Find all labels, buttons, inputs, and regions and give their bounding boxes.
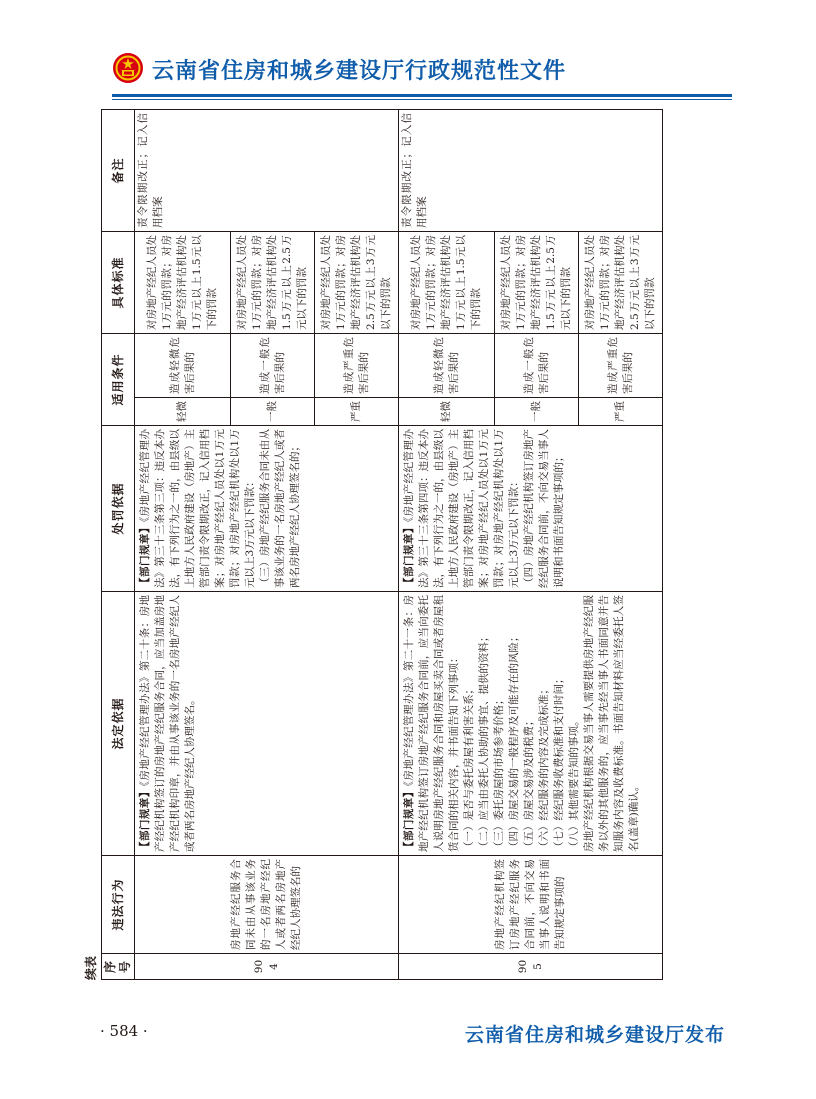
row-violation: 房地产经纪服务合同未由从事该业务的一名房地产经纪人或者两名房地产经纪人协理签名的 bbox=[135, 856, 399, 954]
level-condition: 造成轻微危害后果的 bbox=[399, 333, 495, 397]
col-header-note: 备注 bbox=[102, 109, 135, 231]
basis-item: （二）应当由委托人协助的事宜、提供的资料； bbox=[478, 631, 490, 852]
table-row bbox=[399, 109, 495, 979]
level-condition: 造成严重危害后果的 bbox=[315, 333, 399, 397]
table-header-row bbox=[102, 109, 135, 979]
penalty-tag: 【部门规章】 bbox=[403, 522, 415, 588]
basis-extra: 房地产经纪机构根据交易当事人需要提供房地产经纪服务以外的其他服务的，应当事先经当事人书面同意并告知服务内容及收费标准。书面告知材料应当经委托人签名(盖章)确认。 bbox=[583, 595, 640, 852]
level-label: 轻微 bbox=[399, 398, 495, 426]
level-standard: 对房地产经纪人员处1万元的罚款；对房地产经济评估机构处1万元以上1.5元以下的罚款 bbox=[399, 231, 495, 333]
level-standard: 对房地产经纪人员处1万元的罚款；对房地产经济评估机构处2.5万元以上3万元以下的罚款 bbox=[315, 231, 399, 333]
col-header-seq: 序号 bbox=[102, 954, 135, 980]
rotated-table-container bbox=[84, 110, 740, 980]
level-condition: 造成轻微危害后果的 bbox=[135, 333, 231, 397]
col-header-act: 违法行为 bbox=[102, 856, 135, 954]
basis-tag: 【部门规章】 bbox=[403, 786, 415, 852]
header-rule bbox=[112, 94, 732, 97]
basis-tag: 【部门规章】 bbox=[139, 786, 151, 852]
col-header-penalty-basis: 处罚依据 bbox=[102, 426, 135, 592]
row-legal-basis bbox=[399, 592, 663, 856]
basis-text: 《房地产经纪管理办法》第二十条：房地产经纪机构签订的房地产经纪服务合同，应当加盖房地产经纪机构印章，并由从事该业务的一名房地产经纪人或者两名房地产经纪人协理签名。 bbox=[139, 594, 196, 852]
penalty-item: （三）房地产经纪服务合同未由从事该业务的一名房地产经纪人或者两名房地产经纪人协理签名的； bbox=[259, 429, 301, 588]
level-condition: 造成一般危害后果的 bbox=[495, 333, 579, 397]
basis-item: （四）房屋交易的一般程序及可能存在的风险； bbox=[508, 631, 520, 852]
page-number: · 584 · bbox=[100, 1022, 148, 1040]
penalty-item: （四）房地产经纪机构签订房地产经纪服务合同前，不向交易当事人说明和书面告知规定事项的； bbox=[523, 429, 565, 588]
national-emblem-icon bbox=[112, 52, 144, 84]
penalty-text: 《房地产经纪管理办法》第三十三条第四项：违反本办法，有下列行为之一的，由县级以上地方人民政府建设（房地产）主管部门责令限期改正，记入信用档案；对房地产经纪人员处以1万元罚款；对房地产经纪机构处以1万元以上3万元以下罚款： bbox=[403, 428, 520, 588]
level-condition: 造成严重危害后果的 bbox=[579, 333, 663, 397]
basis-item: （六）经纪服务的内容及完成标准； bbox=[538, 684, 550, 852]
basis-item: （八）其他需要告知的事项。 bbox=[568, 715, 580, 852]
level-label: 严重 bbox=[315, 398, 399, 426]
row-note: 责令限期改正；记入信用档案 bbox=[399, 109, 663, 231]
level-label: 一般 bbox=[495, 398, 579, 426]
col-header-condition: 适用条件 bbox=[102, 333, 135, 425]
basis-item: （五）房屋交易涉及的税费； bbox=[523, 715, 535, 852]
row-legal-basis bbox=[135, 592, 399, 856]
basis-item: （一）是否与委托房屋有利害关系； bbox=[463, 684, 475, 852]
level-condition: 造成一般危害后果的 bbox=[231, 333, 315, 397]
header-rule-thin bbox=[112, 99, 732, 100]
row-note: 责令限期改正；记入信用档案 bbox=[135, 109, 399, 231]
basis-item: （七）经纪服务收费标准和支付时间； bbox=[553, 673, 565, 852]
level-label: 严重 bbox=[579, 398, 663, 426]
level-standard: 对房地产经纪人员处1万元的罚款；对房地产经济评估机构处1.5万元以上2.5万元以下的罚款 bbox=[495, 231, 579, 333]
basis-item: （三）委托房屋的市场参考价格； bbox=[493, 694, 505, 852]
row-penalty-basis bbox=[399, 426, 663, 592]
table-row bbox=[135, 109, 231, 979]
level-standard: 对房地产经纪人员处1万元的罚款；对房地产经济评估机构处1万元以上1.5元以下的罚款 bbox=[135, 231, 231, 333]
basis-text: 《房地产经纪管理办法》第二十一条：房地产经纪机构签订房地产经纪服务合同前，应当向委托人说明房地产经纪服务合同和房屋买卖合同或者房屋租赁合同的相关内容，并书面告知下列事项： bbox=[403, 594, 460, 852]
footer-issuer: 云南省住房和城乡建设厅发布 bbox=[465, 1024, 726, 1046]
level-standard: 对房地产经纪人员处1万元的罚款；对房地产经济评估机构处2.5万元以上3万元以下的罚款 bbox=[579, 231, 663, 333]
header-title: 云南省住房和城乡建设厅行政规范性文件 bbox=[152, 59, 567, 84]
col-header-basis: 法定依据 bbox=[102, 592, 135, 856]
level-label: 一般 bbox=[231, 398, 315, 426]
penalty-text: 《房地产经纪管理办法》第三十三条第三项：违反本办法，有下列行为之一的，由县级以上地方人民政府建设（房地产）主管部门责令限期改正，记入信用档案；对房地产经纪人员处以1万元罚款；对房地产经纪机构处以1万元以上3万元以下罚款： bbox=[139, 428, 256, 588]
level-standard: 对房地产经纪人员处1万元的罚款；对房地产经济评估机构处1.5万元以上2.5万元以下的罚款 bbox=[231, 231, 315, 333]
row-penalty-basis bbox=[135, 426, 399, 592]
continued-label: 续表 bbox=[84, 955, 98, 980]
page-header bbox=[112, 50, 732, 94]
row-seq: 904 bbox=[135, 954, 399, 980]
row-seq: 905 bbox=[399, 954, 663, 980]
level-label: 轻微 bbox=[135, 398, 231, 426]
col-header-standard: 具体标准 bbox=[102, 231, 135, 333]
row-violation: 房地产经纪机构签订房地产经纪服务合同前，不向交易当事人说明和书面告知规定事项的 bbox=[399, 856, 663, 954]
penalty-tag: 【部门规章】 bbox=[139, 522, 151, 588]
penalty-table bbox=[101, 109, 663, 980]
